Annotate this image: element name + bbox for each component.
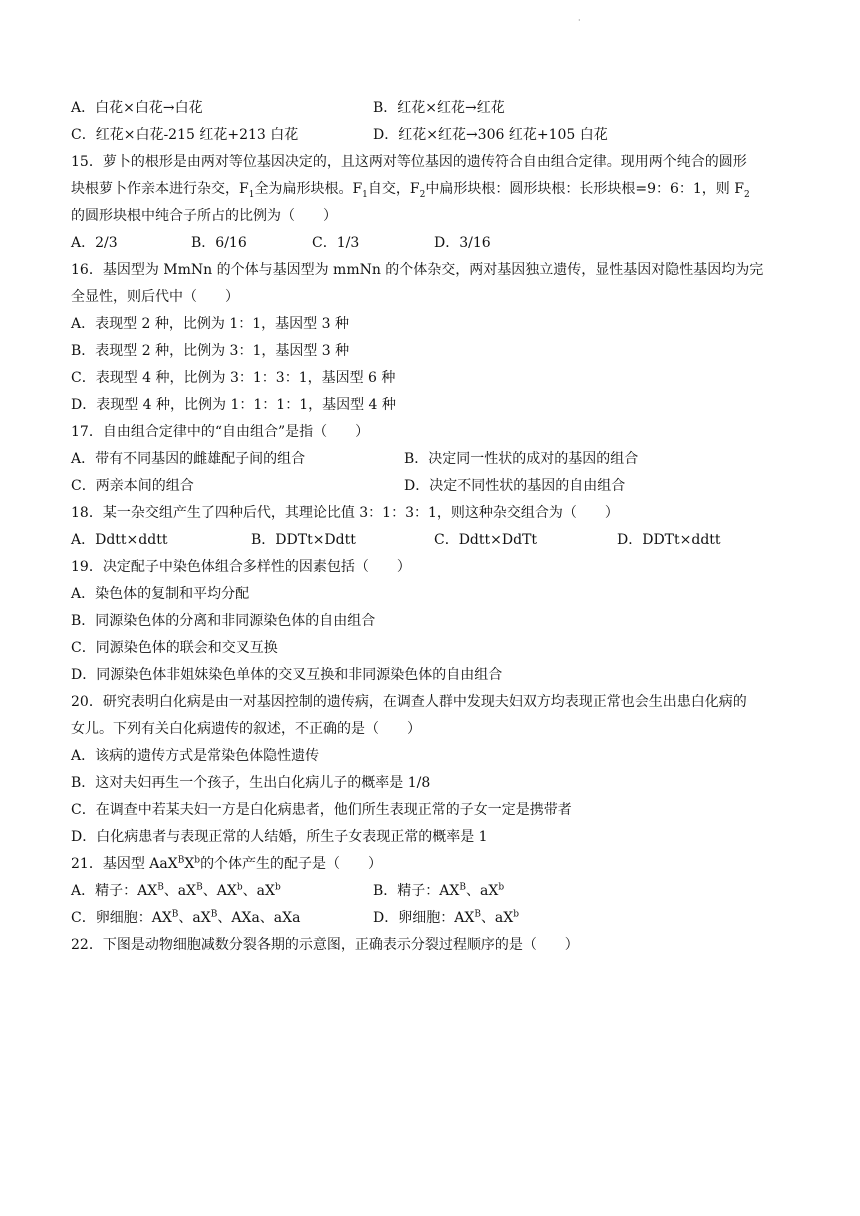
text: A．精子：AX (71, 883, 158, 899)
superscript: B (196, 882, 203, 893)
superscript: b (274, 882, 281, 893)
q16-option-d: D．表现型 4 种，比例为 1：1：1：1，基因型 4 种 (71, 397, 396, 413)
text: 、aX (163, 883, 197, 899)
q17-option-row-2 (71, 477, 626, 495)
superscript: B (171, 909, 179, 920)
q20-option-a: A．该病的遗传方式是常染色体隐性遗传 (71, 748, 320, 764)
q17-stem: 17．自由组合定律中的“自由组合”是指（ ） (71, 424, 370, 440)
q19-option-b: B．同源染色体的分离和非同源染色体的自由组合 (71, 613, 376, 629)
text: 、aX (242, 883, 275, 899)
q14-option-row-1 (71, 99, 505, 117)
q14-option-b: B．红花×红花→红花 (373, 100, 505, 116)
text: 、aX (178, 910, 211, 926)
q15-stem-line-2 (71, 180, 750, 198)
text: 、aX (480, 910, 514, 926)
q21-text: X (184, 856, 195, 872)
q15-option-c: C．1/3 (312, 235, 360, 251)
superscript: b (513, 909, 520, 920)
text: C．卵细胞：AX (71, 910, 172, 926)
q20-option-d: D．白化病患者与表现正常的人结婚，所生子女表现正常的概率是 1 (71, 829, 488, 845)
q21-text: 21．基因型 AaX (71, 856, 178, 872)
q14-option-row-2 (71, 126, 608, 144)
q21-stem (71, 855, 382, 873)
superscript: b (498, 882, 505, 893)
q17-option-c: C．两亲本间的组合 (71, 478, 194, 494)
superscript: B (459, 882, 466, 893)
q18-option-a: A．Ddtt×ddtt (71, 532, 168, 548)
q20-stem-line-1: 20．研究表明白化病是由一对基因控制的遗传病，在调查人群中发现夫妇双方均表现正常也会生出患白化病的 (71, 694, 747, 710)
q15-option-b: B．6/16 (191, 235, 247, 251)
superscript: b (194, 855, 201, 866)
subscript: 2 (743, 189, 750, 200)
q15-text: 块根萝卜作亲本进行杂交，F (71, 181, 249, 197)
superscript: B (157, 882, 164, 893)
q17-option-d: D．决定不同性状的基因的自由组合 (404, 478, 626, 494)
q17-option-a: A．带有不同基因的雌雄配子间的组合 (71, 451, 306, 467)
text: B．精子：AX (373, 883, 460, 899)
text: 、aX (466, 883, 499, 899)
q17-option-row-1 (71, 450, 639, 468)
text: D．卵细胞：AX (373, 910, 475, 926)
q14-option-d: D．红花×红花→306 红花+105 白花 (373, 127, 608, 143)
q16-option-c: C．表现型 4 种，比例为 3：1：3：1，基因型 6 种 (71, 370, 396, 386)
q16-option-b: B．表现型 2 种，比例为 3：1，基因型 3 种 (71, 343, 350, 359)
q15-option-a: A．2/3 (71, 235, 118, 251)
q21-option-d (373, 909, 519, 927)
text: 、AXa、aXa (217, 910, 301, 926)
q21-option-b (373, 882, 504, 900)
q16-stem-line-2: 全显性，则后代中（ ） (71, 289, 239, 305)
q21-option-row-1 (71, 882, 505, 900)
q18-options (71, 531, 721, 549)
subscript: 1 (362, 189, 368, 200)
q21-option-c (71, 910, 300, 926)
superscript: B (474, 909, 481, 920)
q17-option-b: B．决定同一性状的成对的基因的组合 (404, 451, 639, 467)
superscript: b (236, 882, 243, 893)
q20-option-c: C．在调查中若某夫妇一方是白化病患者，他们所生表现正常的子女一定是携带者 (71, 802, 572, 818)
q15-text: 自交，F (367, 181, 420, 197)
q15-text: 全为扁形块根。F (254, 181, 363, 197)
q19-stem: 19．决定配子中染色体组合多样性的因素包括（ ） (71, 559, 411, 575)
q18-option-d: D．DDTt×ddtt (617, 532, 721, 548)
q20-stem-line-2: 女儿。下列有关白化病遗传的叙述，不正确的是（ ） (71, 721, 421, 737)
q15-option-d: D．3/16 (434, 235, 491, 251)
q21-option-a (71, 883, 281, 899)
q16-stem-line-1: 16．基因型为 MmNn 的个体与基因型为 mmNn 的个体杂交，两对基因独立遗传，显性基因对隐性基因均为完 (71, 262, 764, 278)
q19-option-a: A．染色体的复制和平均分配 (71, 586, 250, 602)
q15-stem-line-3: 的圆形块根中纯合子所占的比例为（ ） (71, 208, 337, 224)
q15-text: 中扁形块根：圆形块根：长形块根=9：6：1，则 F (425, 181, 744, 197)
q18-option-b: B．DDTt×Ddtt (251, 532, 356, 548)
q14-option-a: A．白花×白花→白花 (71, 100, 203, 116)
q18-option-c: C．Ddtt×DdTt (434, 532, 538, 548)
q19-option-d: D．同源染色体非姐妹染色单体的交叉互换和非同源染色体的自由组合 (71, 667, 503, 683)
q15-options (71, 234, 491, 252)
q22-stem: 22．下图是动物细胞减数分裂各期的示意图，正确表示分裂过程顺序的是（ ） (71, 937, 579, 953)
subscript: 2 (419, 189, 426, 200)
q18-stem: 18．某一杂交组产生了四种后代，其理论比值 3：1：3：1，则这种杂交组合为（ ） (71, 505, 619, 521)
q14-option-c: C．红花×白花-215 红花+213 白花 (71, 127, 299, 143)
header-mark: · (578, 16, 581, 25)
q15-stem-line-1: 15．萝卜的根形是由两对等位基因决定的，且这两对等位基因的遗传符合自由组合定律。现用两个纯合的圆形 (71, 154, 747, 170)
q21-text: 的个体产生的配子是（ ） (200, 856, 383, 872)
superscript: B (177, 855, 185, 866)
superscript: B (210, 909, 218, 920)
q16-option-a: A．表现型 2 种，比例为 1：1，基因型 3 种 (71, 316, 349, 332)
q21-option-row-2 (71, 909, 520, 927)
subscript: 1 (248, 189, 255, 200)
q19-option-c: C．同源染色体的联会和交叉互换 (71, 640, 278, 656)
q20-option-b: B．这对夫妇再生一个孩子，生出白化病儿子的概率是 1/8 (71, 775, 431, 791)
text: 、AX (202, 883, 237, 899)
